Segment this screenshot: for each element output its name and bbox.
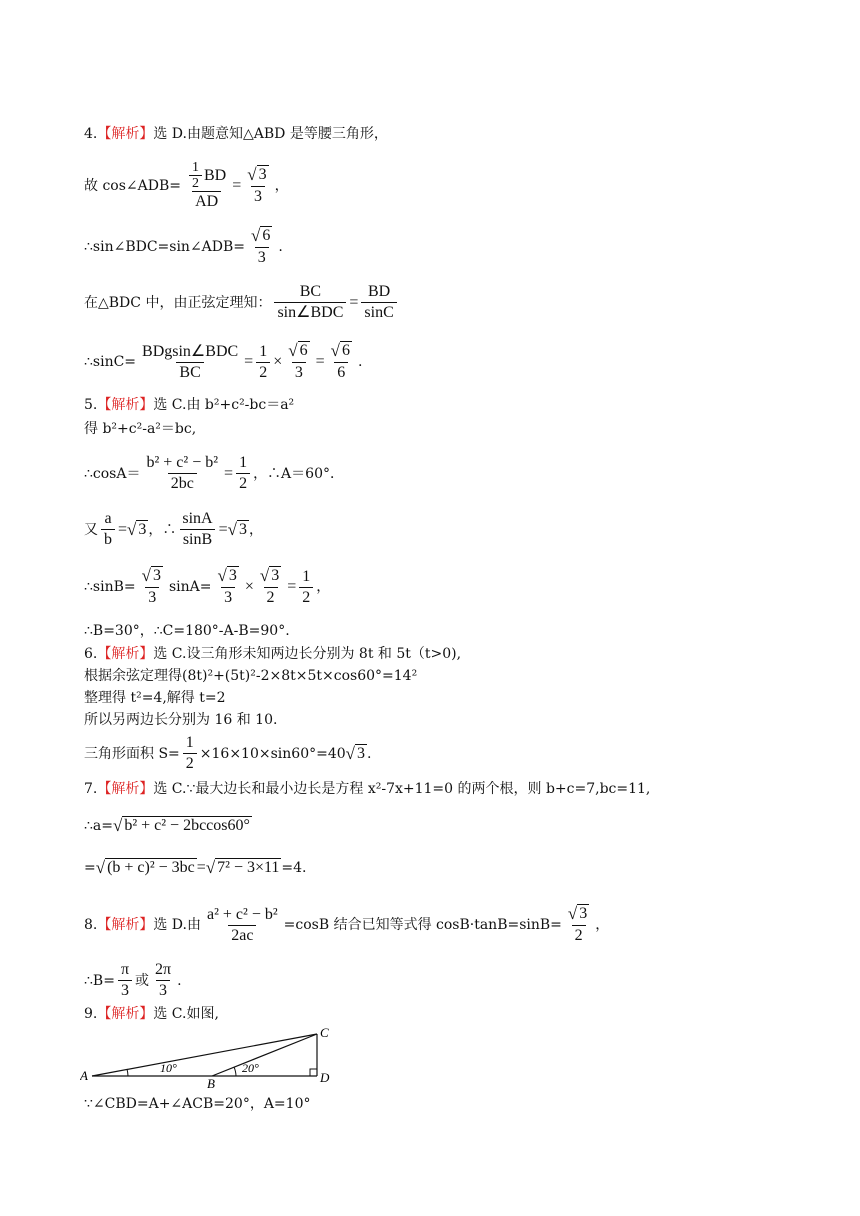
fraction: √ 6 3 <box>251 226 271 266</box>
equals: = <box>315 353 325 370</box>
denominator: 6 <box>334 362 348 383</box>
text: 9.【解析】选 C.如图, <box>84 1006 219 1022</box>
fraction <box>118 960 132 1001</box>
p7-line2: ∴a= √ b² + c² − 2bccos60° <box>84 816 250 835</box>
text: ， <box>316 579 331 595</box>
label-D: D <box>320 1070 330 1085</box>
numerator: sinA <box>182 510 213 527</box>
p9-line1 <box>84 1005 219 1023</box>
p5-line3 <box>84 453 344 494</box>
text: . <box>177 972 182 989</box>
text: 所以另两边长分别为 16 和 10. <box>84 712 278 728</box>
text: ∴a= <box>84 817 113 834</box>
text: ∴B= <box>84 972 115 989</box>
fraction: √ 3 2 <box>259 566 280 606</box>
p6-line4 <box>84 711 277 729</box>
right-angle-mark <box>310 1069 317 1076</box>
equals: = <box>244 353 254 370</box>
numerator: a <box>104 510 112 527</box>
p9-line2 <box>84 1095 310 1113</box>
label-C: C <box>320 1025 329 1040</box>
analysis-tag: 【解析】 <box>97 1006 154 1022</box>
text: 整理得 t²=4,解得 t=2 <box>84 690 226 706</box>
numerator: 1 <box>192 160 199 175</box>
denominator: b <box>101 529 115 550</box>
fraction: √ 6 3 <box>288 341 308 381</box>
radicand: 3 <box>356 745 365 762</box>
text: =cosB 结合已知等式得 cosB·tanB=sinB= <box>283 917 562 933</box>
denominator: 3 <box>156 980 170 1001</box>
denominator: 3 <box>118 980 132 1001</box>
fraction <box>204 905 281 946</box>
radicand: 3 <box>258 166 267 183</box>
p8-line2 <box>84 960 182 1001</box>
equals: = <box>232 177 242 194</box>
p6-line5: 三角形面积 S= $\frac{1}{2}$ ×16×10×sin60°=40 √ 3 . <box>84 734 372 772</box>
denominator: 3 <box>145 587 159 608</box>
angle-label-20: 20° <box>242 1061 259 1075</box>
radicand: 3 <box>579 905 588 922</box>
denominator: BC <box>176 362 203 383</box>
p7-line1 <box>84 780 650 798</box>
fraction <box>179 509 215 550</box>
analysis-tag: 【解析】 <box>97 397 154 413</box>
p4-text: 4.【解析】选 D.由题意知△ABD 是等腰三角形， <box>84 126 388 142</box>
text: . <box>366 745 372 762</box>
numerator: 1 <box>185 734 194 751</box>
denominator: sinB <box>180 529 215 550</box>
denominator: 2ac <box>228 925 256 946</box>
p7-line3: = √ (b + c)² − 3bc = √ 7² − 3×11 =4. <box>84 858 307 877</box>
text: =4. <box>281 859 307 876</box>
denominator: 2 <box>299 587 313 608</box>
analysis-tag: 【解析】 <box>97 781 154 797</box>
p5-line1 <box>84 396 294 414</box>
text: ，∴ <box>148 521 177 538</box>
denominator: 2 <box>236 473 250 494</box>
label-B: B <box>207 1076 215 1088</box>
text: . <box>278 239 283 255</box>
denominator: 3 <box>255 247 269 268</box>
fraction: √ 6 6 <box>330 341 350 381</box>
fraction: √ 3 3 <box>217 566 237 606</box>
denominator: AD <box>192 191 221 212</box>
denominator: 2 <box>572 925 586 946</box>
denominator: 3 <box>292 362 306 383</box>
segment-AC <box>92 1034 317 1076</box>
equals: = <box>349 293 359 311</box>
p4-line3 <box>84 226 283 268</box>
text: 8.【解析】选 D.由 <box>84 917 201 933</box>
equals: = <box>287 578 297 595</box>
fraction <box>256 342 270 383</box>
label-A: A <box>80 1068 88 1083</box>
equals: = <box>196 858 206 876</box>
fraction <box>184 160 229 212</box>
p6-line2 <box>84 667 417 685</box>
text: 得 b²+c²-a²＝bc, <box>84 421 197 437</box>
text: 故 cos∠ADB= <box>84 178 181 194</box>
fraction <box>152 960 174 1001</box>
times: × <box>273 353 283 370</box>
p6-line3 <box>84 689 226 707</box>
text: ×16×10×sin60°=40 <box>199 745 346 762</box>
text: 三角形面积 S= <box>84 745 180 762</box>
radicand: 7² − 3×11 <box>217 859 280 876</box>
fraction <box>139 342 241 383</box>
angle-arc-A <box>127 1069 128 1076</box>
p5-line6 <box>84 622 290 640</box>
text: ， <box>595 917 610 933</box>
numerator: BC <box>299 283 322 300</box>
numerator: b² + c² − b² <box>146 454 219 471</box>
radicand: 6 <box>341 342 350 359</box>
denominator: 3 <box>221 587 235 608</box>
denominator: sin∠BDC <box>274 302 346 323</box>
text: ∴sinB= <box>84 579 136 595</box>
p5-line2 <box>84 420 196 438</box>
p8-line1 <box>84 904 609 946</box>
text: ， <box>248 521 263 538</box>
equals: = <box>224 464 234 482</box>
text: ∴sinC= <box>84 354 137 370</box>
p4-line4 <box>84 282 400 323</box>
text: 7.【解析】选 C.∵最大边长和最小边长是方程 x²-7x+11=0 的两个根，则 b+c=7,bc=11, <box>84 781 651 797</box>
numerator: 1 <box>302 567 311 585</box>
text: = <box>84 859 96 876</box>
triangle-figure <box>80 1024 340 1088</box>
radicand: 3 <box>138 521 147 538</box>
text: 根据余弦定理得(8t)²+(5t)²-2×8t×5t×cos60°=14² <box>84 668 418 684</box>
p4-line2 <box>84 160 289 212</box>
angle-arc-B <box>234 1067 236 1076</box>
numerator: BD <box>204 166 227 184</box>
text: 在△BDC 中，由正弦定理知： <box>84 294 272 311</box>
equals: = <box>218 520 228 538</box>
denominator: 2 <box>183 753 197 774</box>
p5-line5 <box>84 566 330 608</box>
denominator: sinC <box>361 302 396 323</box>
radicand: 3 <box>152 567 161 584</box>
numerator: 1 <box>259 342 268 360</box>
fraction <box>183 733 197 774</box>
text: 6.【解析】选 C.设三角形未知两边长分别为 8t 和 5t（t>0), <box>84 646 462 662</box>
text: . <box>357 354 363 370</box>
denominator: 2 <box>264 587 278 608</box>
radicand: 3 <box>228 567 237 584</box>
denominator: 2bc <box>168 473 197 494</box>
equals: = <box>118 520 128 538</box>
p6-line1 <box>84 645 461 663</box>
radicand: 6 <box>262 227 271 244</box>
radicand: 6 <box>299 342 308 359</box>
fraction: √ 3 3 <box>247 165 267 205</box>
numerator: BD <box>367 283 391 300</box>
denominator: 2 <box>189 175 202 191</box>
analysis-tag: 【解析】 <box>97 917 154 933</box>
radicand: (b + c)² − 3bc <box>107 859 195 876</box>
angle-label-10: 10° <box>160 1061 177 1075</box>
numerator: a² + c² − b² <box>207 905 278 923</box>
p4-line5 <box>84 341 362 383</box>
fraction <box>299 567 313 608</box>
times: × <box>244 578 254 595</box>
text: ， <box>274 178 289 194</box>
fraction <box>361 282 396 323</box>
radicand: 3 <box>238 521 247 538</box>
p5-line4: 又 $\frac{a}{b}$ = √ 3 ，∴ $\frac{\sin A}{\sin B}$ = √ 3 ， <box>84 510 263 548</box>
radicand: b² + c² − 2bccos60° <box>124 817 250 834</box>
text: 或 <box>135 972 150 989</box>
text: ∴cosA＝ <box>84 465 141 482</box>
numerator: 1 <box>239 454 248 471</box>
fraction <box>236 453 250 494</box>
text: 又 <box>84 521 98 538</box>
text: ∵∠CBD=A+∠ACB=20°，A=10° <box>84 1096 311 1112</box>
text: ∴sin∠BDC=sin∠ADB= <box>84 239 246 255</box>
numerator: π <box>120 961 130 978</box>
fraction: √ 3 2 <box>567 904 588 944</box>
p4-line1 <box>84 125 388 143</box>
fraction <box>274 282 346 323</box>
segment-BC <box>212 1034 317 1076</box>
text: sinA= <box>168 579 212 595</box>
fraction <box>143 453 221 494</box>
fraction <box>101 509 115 550</box>
analysis-tag: 【解析】 <box>97 646 154 662</box>
text: ∴B=30°，∴C=180°-A-B=90°. <box>84 623 290 639</box>
radicand: 3 <box>271 567 280 584</box>
text: ，∴A＝60°． <box>253 465 344 482</box>
text: 5.【解析】选 C.由 b²+c²-bc＝a² <box>84 397 295 413</box>
analysis-tag: 【解析】 <box>97 126 154 142</box>
numerator: 2π <box>155 961 172 978</box>
denominator: 3 <box>251 186 265 207</box>
denominator: 2 <box>256 362 270 383</box>
fraction: √ 3 3 <box>141 566 161 606</box>
numerator: BDgsin∠BDC <box>142 342 239 360</box>
